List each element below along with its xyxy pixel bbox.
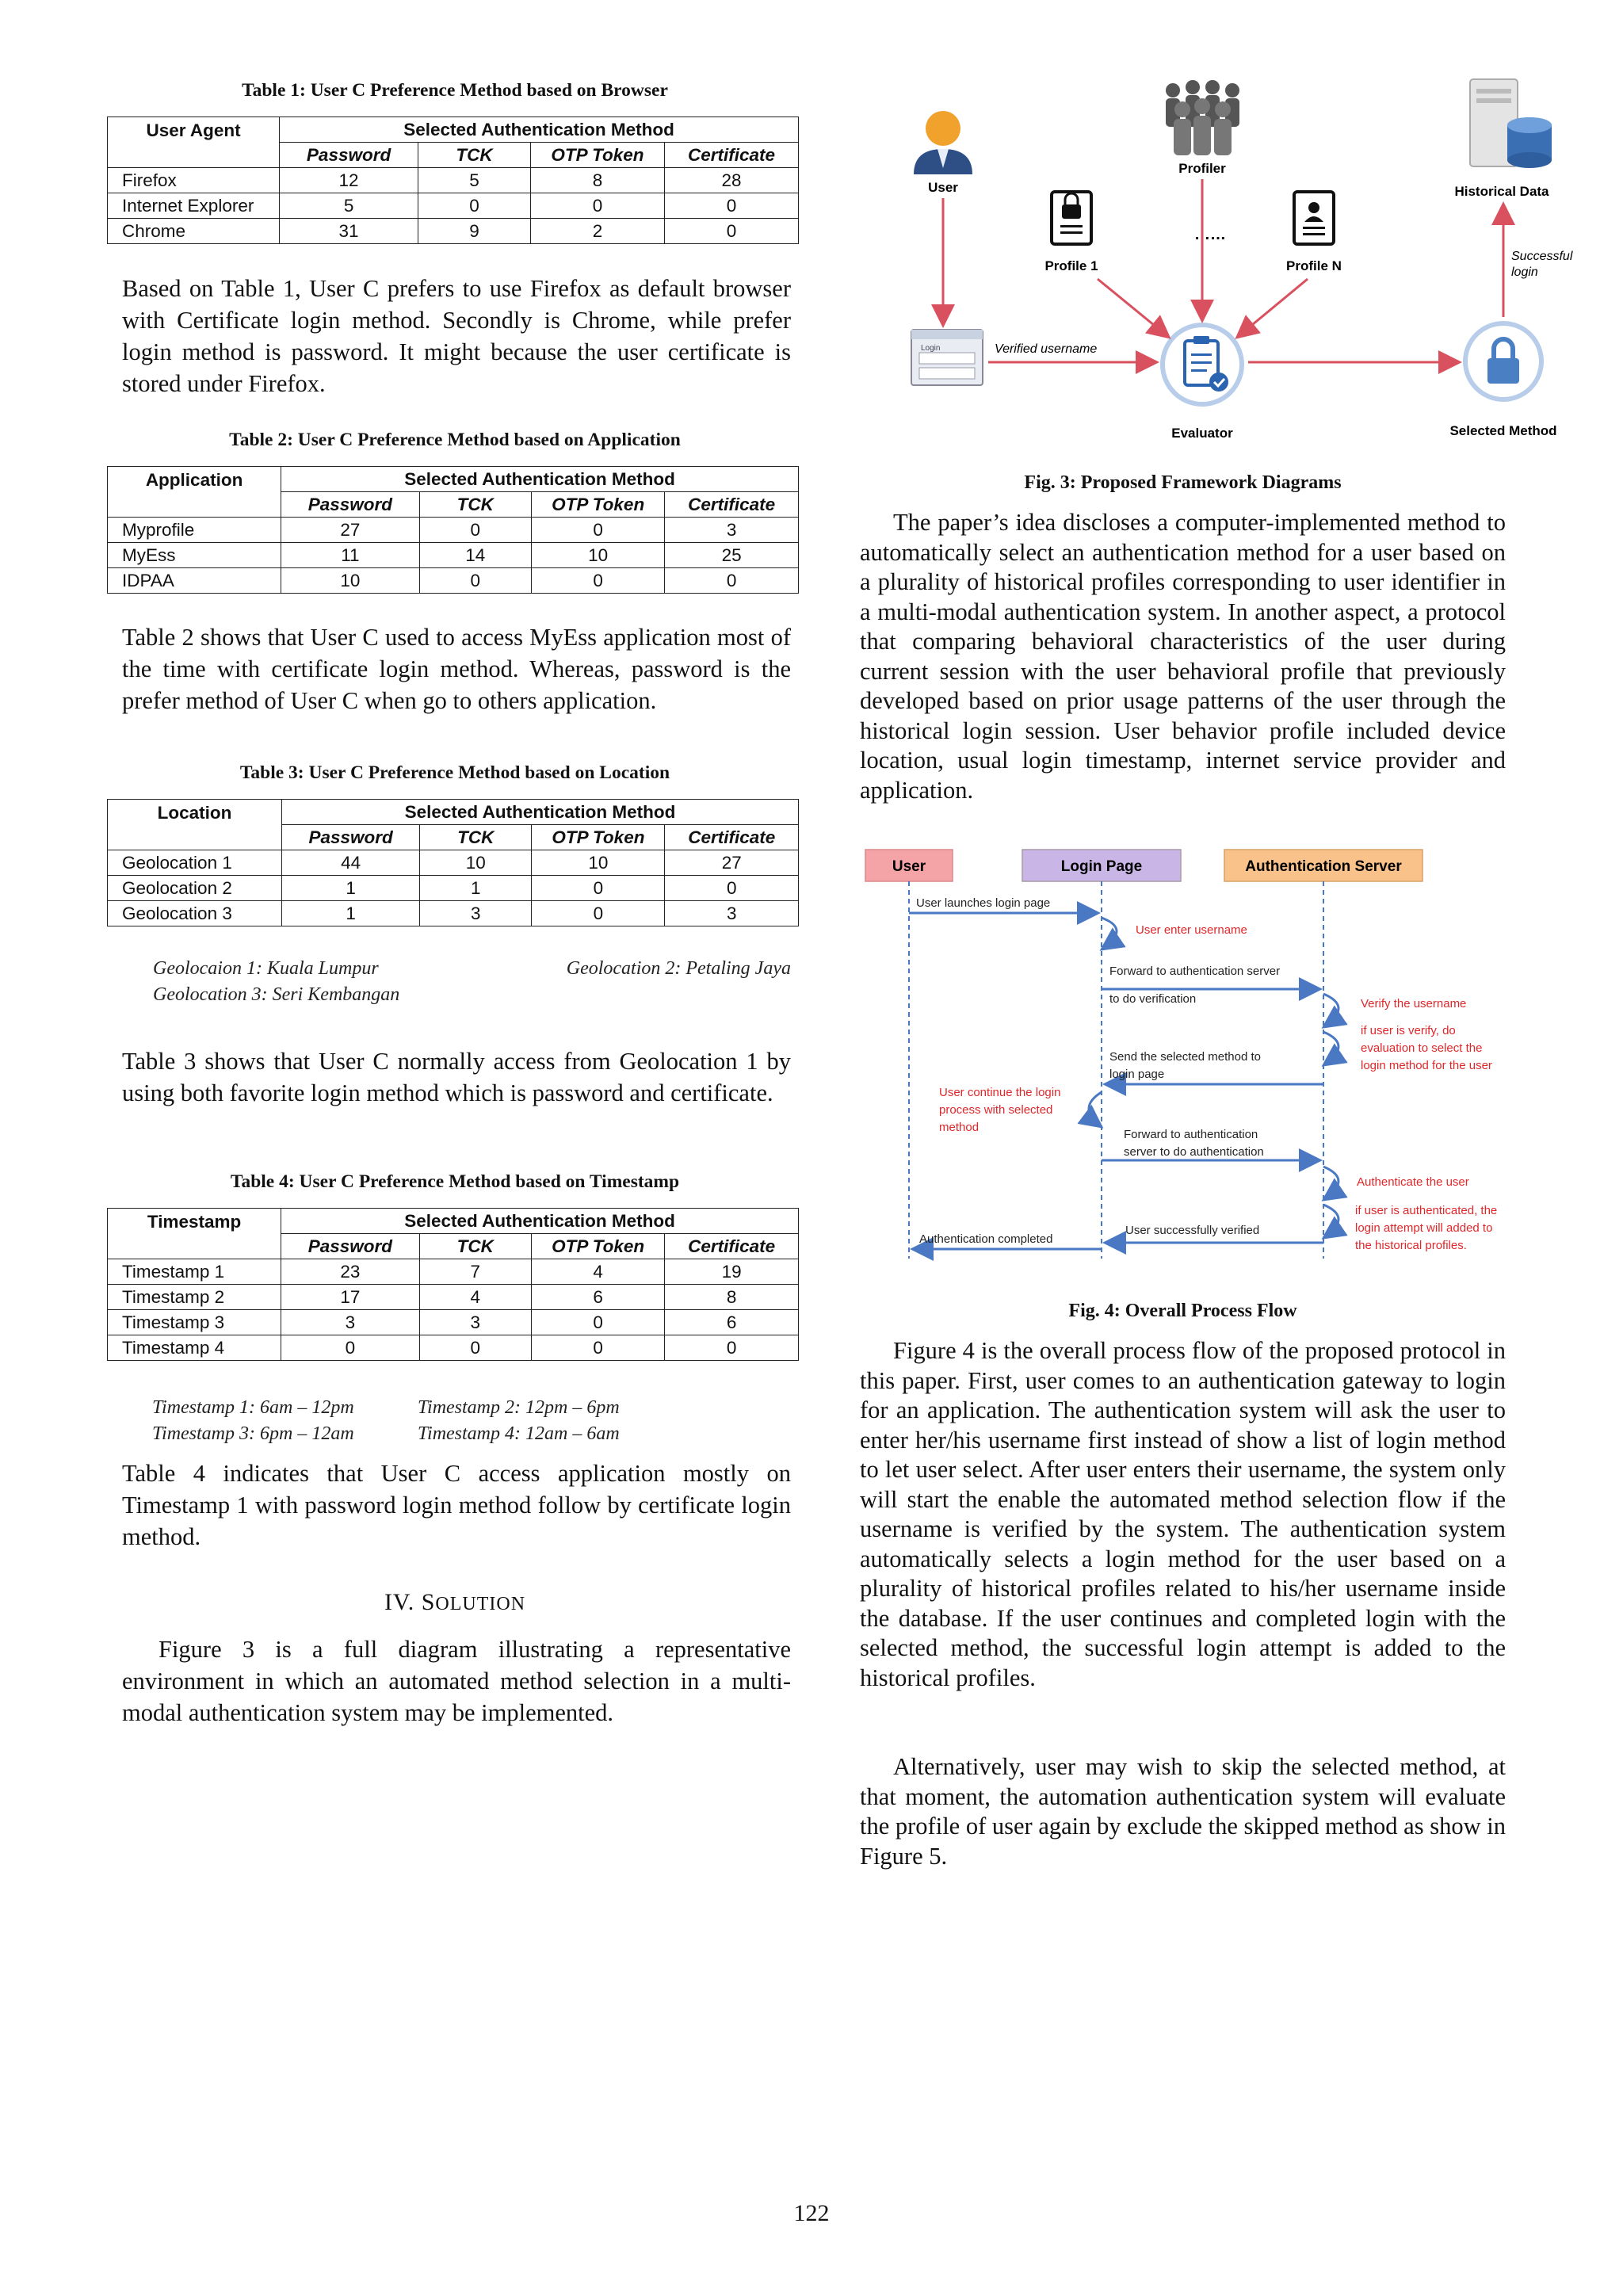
table-cell: 0	[532, 901, 665, 926]
user-icon	[914, 111, 972, 174]
table-cell: 3	[665, 518, 799, 543]
table-row	[108, 876, 799, 901]
table4-timestamp	[107, 1208, 799, 1361]
table-group-header: Selected Authentication Method	[281, 1209, 799, 1234]
table-column-header: Certificate	[665, 1234, 799, 1259]
table-cell: 0	[665, 1335, 799, 1361]
fig3-label-profile1: Profile 1	[1044, 258, 1098, 273]
location-notes	[122, 956, 791, 1008]
table-column-header: Password	[281, 492, 419, 518]
paragraph-table2: Table 2 shows that User C used to access MyEss application most of the time with certificate login method. Whereas, password is the prefer method of User C when go to others application.	[122, 624, 791, 714]
paragraph-skip: Alternatively, user may wish to skip the selected method, at that moment, the automation authentication system will evaluate the profile of user again by exclude the skipped method as show in Figure 5.	[860, 1753, 1506, 1870]
note-ts4: Timestamp 4: 12am – 6am	[418, 1423, 620, 1444]
table-column-header: Certificate	[665, 825, 799, 850]
table-cell: 0	[530, 193, 664, 219]
table-cell: 8	[530, 168, 664, 193]
table-cell: 11	[281, 543, 419, 568]
table-cell: 28	[665, 168, 799, 193]
table-row-header: Timestamp	[108, 1209, 281, 1259]
paragraph-fig4: Figure 4 is the overall process flow of the proposed protocol in this paper. First, user comes to an authentication gateway to login for an application. The authentication system will ask the user to enter her/his username first instead of show a list of login method to let user select. After user enters their username, the system only will start the enable the automated method selection flow if the username is verified by the system. The authentication system automatically selects a login method for the user based on a plurality of historical profiles related to his/her username inside the database. If the user continues and completed login with the selected method, the successful login attempt is added to the historical profiles.	[860, 1337, 1506, 1691]
table-row-label: MyEss	[108, 543, 281, 568]
table-cell: 0	[665, 219, 799, 244]
table2-application	[107, 466, 799, 594]
timestamp-notes	[152, 1395, 707, 1447]
table-cell: 0	[419, 1335, 531, 1361]
evaluator-icon	[1163, 325, 1242, 404]
msg-forward2a: Forward to authentication	[1124, 1128, 1258, 1141]
table1-browser	[107, 117, 799, 244]
note-ts2: Timestamp 2: 12pm – 6pm	[418, 1397, 620, 1418]
fig3-label-user: User	[928, 180, 958, 195]
msg-forward1a: Forward to authentication server	[1109, 965, 1281, 978]
msg-launch: User launches login page	[916, 896, 1051, 910]
table-cell: 9	[418, 219, 531, 244]
fig3-label-successful: Successful	[1511, 250, 1573, 263]
table-cell: 0	[418, 193, 531, 219]
table-row	[108, 543, 799, 568]
fig3-label-selected: Selected Method	[1449, 423, 1557, 438]
msg-forward1b: to do verification	[1109, 992, 1197, 1006]
table3-location	[107, 799, 799, 926]
table-row	[108, 518, 799, 543]
table-cell: 0	[531, 1335, 664, 1361]
table-column-header: Certificate	[665, 143, 799, 168]
table-column-header: TCK	[419, 1234, 531, 1259]
table-cell: 44	[281, 850, 419, 876]
login-window-icon	[911, 330, 983, 385]
table-cell: 6	[665, 1310, 799, 1335]
fig3-caption: Fig. 3: Proposed Framework Diagrams	[1024, 472, 1342, 493]
actor-auth-server-label: Authentication Server	[1245, 858, 1402, 875]
fig3-label-profiler: Profiler	[1178, 161, 1226, 176]
table-group-header: Selected Authentication Method	[281, 467, 799, 492]
table-column-header: Password	[281, 1234, 419, 1259]
table-row-label: Timestamp 1	[108, 1259, 281, 1285]
annot-ifverify-a: if user is verify, do	[1361, 1024, 1456, 1037]
table-cell: 0	[419, 518, 531, 543]
table-cell: 1	[420, 876, 532, 901]
table-row-label: Geolocation 3	[108, 901, 282, 926]
table-cell: 0	[665, 568, 799, 594]
table-column-header: TCK	[418, 143, 531, 168]
table-row-header: Application	[108, 467, 281, 518]
msg-send-b: login page	[1109, 1068, 1165, 1081]
table-cell: 25	[665, 543, 799, 568]
table-column-header: Password	[281, 825, 419, 850]
annot-ifauth-c: the historical profiles.	[1355, 1239, 1467, 1252]
actor-user-label: User	[892, 858, 926, 875]
fig3-label-verified: Verified username	[995, 342, 1098, 356]
figure4-process-flow	[864, 846, 1506, 1290]
table-cell: 12	[280, 168, 418, 193]
table-cell: 3	[665, 901, 799, 926]
figure3-framework-diagram	[899, 71, 1589, 453]
table-row-label: Geolocation 1	[108, 850, 282, 876]
table-cell: 17	[281, 1285, 419, 1310]
table-cell: 2	[530, 219, 664, 244]
section-title-first: S	[421, 1589, 436, 1615]
actor-login-page-label: Login Page	[1060, 858, 1143, 875]
table-column-header: TCK	[420, 825, 532, 850]
note-geo1: Geolocaion 1: Kuala Lumpur	[153, 958, 379, 979]
table-cell: 10	[531, 543, 664, 568]
table-group-header: Selected Authentication Method	[281, 800, 798, 825]
table-cell: 7	[419, 1259, 531, 1285]
msg-send-a: Send the selected method to	[1109, 1050, 1261, 1064]
table2-caption: Table 2: User C Preference Method based on Application	[229, 430, 681, 450]
message-arrows	[909, 913, 1338, 1249]
table1-caption: Table 1: User C Preference Method based on Browser	[242, 80, 668, 101]
table-row-label: Myprofile	[108, 518, 281, 543]
annot-ifauth-b: login attempt will added to	[1355, 1221, 1493, 1235]
message-labels	[916, 896, 1280, 1246]
table-row-label: Chrome	[108, 219, 280, 244]
table-cell: 8	[665, 1285, 799, 1310]
table-cell: 0	[419, 568, 531, 594]
table-row-label: Timestamp 2	[108, 1285, 281, 1310]
page-number: 122	[793, 2200, 830, 2226]
fig4-caption: Fig. 4: Overall Process Flow	[1068, 1301, 1297, 1321]
annot-ifverify-b: evaluation to select the	[1361, 1041, 1483, 1055]
table-cell: 0	[281, 1335, 419, 1361]
msg-forward2b: server to do authentication	[1124, 1145, 1264, 1159]
table-cell: 0	[665, 193, 799, 219]
table-cell: 0	[531, 1310, 664, 1335]
table-cell: 31	[280, 219, 418, 244]
paragraph-fig3: The paper’s idea discloses a computer-implemented method to automatically select an authentication method for a user based on a plurality of historical profiles corresponding to user identifier in a multi-modal authentication system. In another aspect, a protocol that comparing behavioral characteristics of the user during current session with the user behavioral profile that previously developed based on prior usage patterns of the user through the historical login session. User behavior profile included device location, usual login timestamp, internet service provider and application.	[860, 509, 1506, 804]
selected-method-lock-icon	[1465, 323, 1541, 399]
msg-auth-done: Authentication completed	[919, 1232, 1053, 1246]
fig3-label-profileN: Profile N	[1286, 258, 1342, 273]
profiler-group-icon	[1166, 80, 1239, 155]
table-column-header: Certificate	[665, 492, 799, 518]
table-row-header: User Agent	[108, 117, 280, 168]
table-row	[108, 568, 799, 594]
section-title-rest: OLUTION	[435, 1594, 526, 1614]
note-geo3: Geolocation 3: Seri Kembangan	[153, 984, 400, 1005]
note-ts1: Timestamp 1: 6am – 12pm	[152, 1397, 354, 1418]
table-cell: 5	[280, 193, 418, 219]
table-row	[108, 1259, 799, 1285]
table-cell: 14	[419, 543, 531, 568]
fig3-label-login: login	[1511, 266, 1538, 279]
table-cell: 10	[532, 850, 665, 876]
annot-ifauth-a: if user is authenticated, the	[1355, 1204, 1498, 1217]
table-cell: 0	[531, 518, 664, 543]
table-row-label: Internet Explorer	[108, 193, 280, 219]
table-row	[108, 901, 799, 926]
table-row-label: IDPAA	[108, 568, 281, 594]
section-number: IV.	[384, 1589, 415, 1615]
table-row	[108, 193, 799, 219]
table-cell: 10	[420, 850, 532, 876]
paragraph-table4: Table 4 indicates that User C access application mostly on Timestamp 1 with password login method follow by certificate login method.	[122, 1460, 791, 1550]
table-column-header: TCK	[419, 492, 531, 518]
annot-continue-b: process with selected	[939, 1103, 1053, 1117]
table-cell: 10	[281, 568, 419, 594]
table3-caption: Table 3: User C Preference Method based on Location	[239, 762, 670, 783]
table-row-label: Geolocation 2	[108, 876, 282, 901]
paragraph-solution: Figure 3 is a full diagram illustrating a representative environment in which an automated method selection in a multi-modal authentication system may be implemented.	[122, 1636, 791, 1726]
table-cell: 4	[419, 1285, 531, 1310]
profileN-document-icon	[1294, 192, 1334, 244]
note-geo2: Geolocation 2: Petaling Jaya	[566, 958, 791, 979]
annot-continue-c: method	[939, 1121, 980, 1134]
table-cell: 19	[665, 1259, 799, 1285]
fig3-label-evaluator: Evaluator	[1171, 426, 1233, 441]
table-row	[108, 850, 799, 876]
profile1-document-icon	[1052, 192, 1091, 244]
table-cell: 3	[281, 1310, 419, 1335]
fig3-label-historical: Historical Data	[1454, 184, 1549, 199]
table-cell: 3	[419, 1310, 531, 1335]
table-cell: 6	[531, 1285, 664, 1310]
table-cell: 3	[420, 901, 532, 926]
section-heading-solution	[107, 1589, 803, 1616]
table-cell: 0	[531, 568, 664, 594]
annot-verify: Verify the username	[1361, 997, 1467, 1010]
msg-verified-ok: User successfully verified	[1125, 1224, 1260, 1237]
database-server-icon	[1470, 79, 1552, 168]
paragraph-table1: Based on Table 1, User C prefers to use Firefox as default browser with Certificate login method. Secondly is Chrome, while prefer login method is password. It might because the user certificate is stored under Firefox.	[122, 275, 791, 397]
table-column-header: OTP Token	[531, 492, 664, 518]
table-row-label: Timestamp 3	[108, 1310, 281, 1335]
table-column-header: OTP Token	[532, 825, 665, 850]
table-row-label: Timestamp 4	[108, 1335, 281, 1361]
note-ts3: Timestamp 3: 6pm – 12am	[152, 1423, 354, 1444]
table-row	[108, 1310, 799, 1335]
table-row	[108, 1335, 799, 1361]
paragraph-table3: Table 3 shows that User C normally access from Geolocation 1 by using both favorite login method which is password and certificate.	[122, 1048, 791, 1106]
table-row	[108, 219, 799, 244]
table-cell: 23	[281, 1259, 419, 1285]
annot-continue-a: User continue the login	[939, 1086, 1061, 1099]
annot-enter-username: User enter username	[1136, 923, 1247, 937]
fig3-login-word: Login	[921, 344, 941, 353]
table-row	[108, 168, 799, 193]
table-cell: 27	[665, 850, 799, 876]
table-cell: 1	[281, 876, 419, 901]
table-cell: 27	[281, 518, 419, 543]
table-cell: 0	[532, 876, 665, 901]
table-cell: 0	[665, 876, 799, 901]
table-cell: 5	[418, 168, 531, 193]
annot-ifverify-c: login method for the user	[1361, 1059, 1492, 1072]
annot-authenticate: Authenticate the user	[1357, 1175, 1469, 1189]
table-column-header: Password	[280, 143, 418, 168]
fig3-label-dots: ……	[1194, 226, 1226, 243]
table4-caption: Table 4: User C Preference Method based on Timestamp	[230, 1171, 680, 1192]
table-cell: 4	[531, 1259, 664, 1285]
table-column-header: OTP Token	[530, 143, 664, 168]
table-column-header: OTP Token	[531, 1234, 664, 1259]
table-row	[108, 1285, 799, 1310]
table-group-header: Selected Authentication Method	[280, 117, 799, 143]
table-row-header: Location	[108, 800, 282, 850]
table-cell: 1	[281, 901, 419, 926]
table-row-label: Firefox	[108, 168, 280, 193]
